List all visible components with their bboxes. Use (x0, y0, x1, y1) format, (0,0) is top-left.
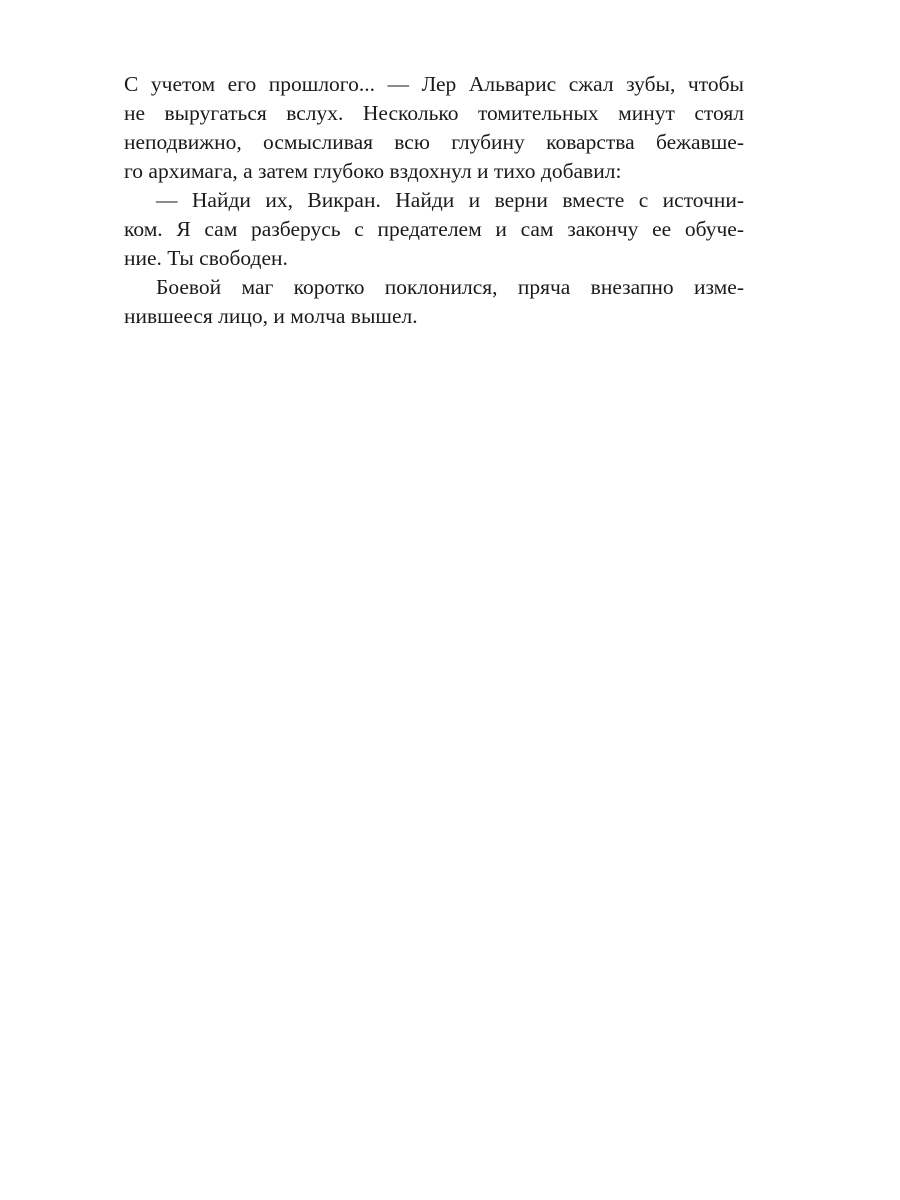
text-line-7: ние. Ты свободен. (124, 246, 288, 270)
text-line-6: ком. Я сам разберусь с предателем и сам закончу ее обуче- (124, 217, 744, 241)
text-line-3: неподвижно, осмысливая всю глубину коварства бежавше- (124, 130, 744, 154)
body-text (124, 70, 744, 331)
text-line-4: го архимага, а затем глубоко вздохнул и тихо добавил: (124, 159, 622, 183)
text-line-8: Боевой маг коротко поклонился, пряча внезапно изме- (156, 275, 744, 299)
text-line-9: нившееся лицо, и молча вышел. (124, 304, 418, 328)
text-line-2: не выругаться вслух. Несколько томительных минут стоял (124, 101, 744, 125)
text-line-5: — Найди их, Викран. Найди и верни вместе с источни- (156, 188, 744, 212)
text-line-1: С учетом его прошлого... — Лер Альварис сжал зубы, чтобы (124, 72, 744, 96)
